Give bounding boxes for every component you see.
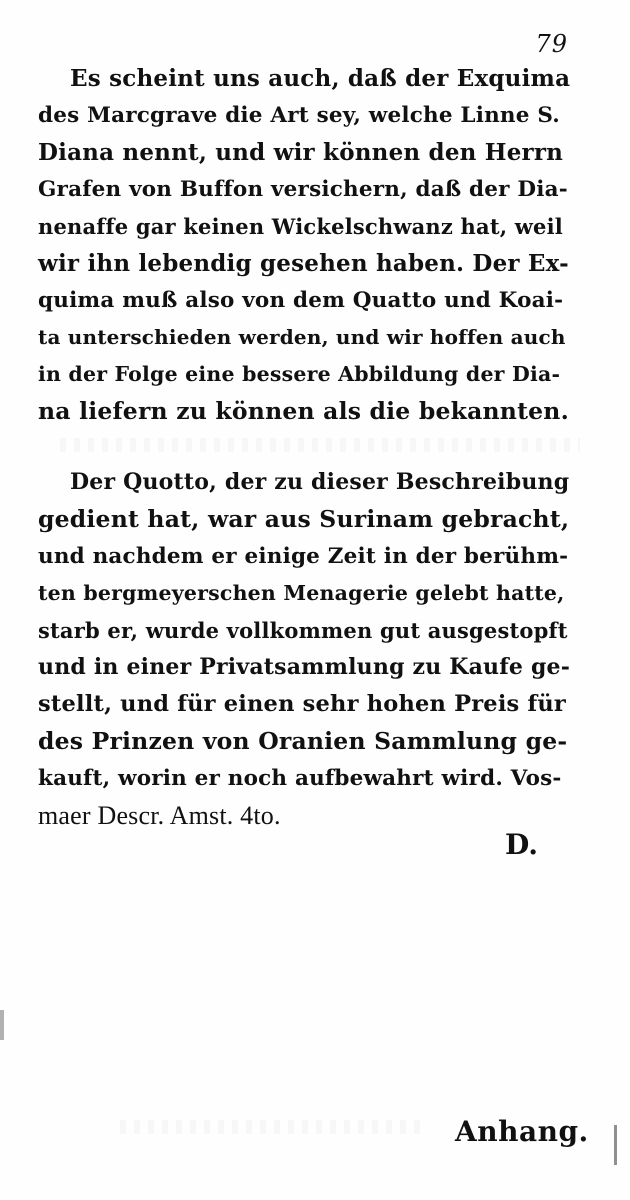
signature-initial: D.: [505, 828, 539, 861]
paragraph-2: [38, 464, 570, 834]
text-line: in der Folge eine bessere Abbildung der Dia-: [38, 362, 561, 386]
show-through-noise: [120, 1120, 420, 1134]
paragraph-1: [38, 60, 570, 430]
text-line: und nachdem er einige Zeit in der berühm-: [38, 544, 569, 569]
text-line: des Marcgrave die Art sey, welche Linne S.: [38, 103, 560, 128]
text-line: Diana nennt, und wir können den Herrn: [38, 139, 564, 166]
text-line: ten bergmeyerschen Menagerie gelebt hatte,: [38, 581, 565, 605]
text-line: kauft, worin er noch aufbewahrt wird. Vos-: [38, 766, 562, 791]
show-through-noise: [60, 438, 580, 452]
text-line: ta unterschieden werden, und wir hoffen auch: [38, 325, 566, 349]
text-line: Grafen von Buffon versichern, daß der Dia-: [38, 177, 568, 202]
page-edge-mark: [614, 1125, 617, 1165]
text-line: nenaffe gar keinen Wickelschwanz hat, weil: [38, 214, 563, 239]
text-line: gedient hat, war aus Surinam gebracht,: [38, 505, 570, 533]
text-line: na liefern zu können als die bekannten.: [38, 397, 569, 425]
page-number: 79: [535, 30, 568, 58]
page-edge-mark: [0, 1010, 4, 1040]
text-line: maer Descr. Amst. 4to.: [38, 801, 281, 830]
text-line: starb er, wurde vollkommen gut ausgestopft: [38, 618, 568, 643]
text-line: quima muß also von dem Quatto und Koai-: [38, 288, 564, 313]
text-line: stellt, und für einen sehr hohen Preis für: [38, 691, 566, 717]
text-line: Es scheint uns auch, daß der Exquima: [70, 65, 571, 92]
text-line: und in einer Privatsammlung zu Kaufe ge-: [38, 654, 571, 680]
text-line: wir ihn lebendig gesehen haben. Der Ex-: [38, 250, 569, 277]
text-line: Der Quotto, der zu dieser Beschreibung: [70, 469, 570, 495]
text-line: des Prinzen von Oranien Sammlung ge-: [38, 727, 568, 755]
catchword: Anhang.: [455, 1115, 589, 1148]
